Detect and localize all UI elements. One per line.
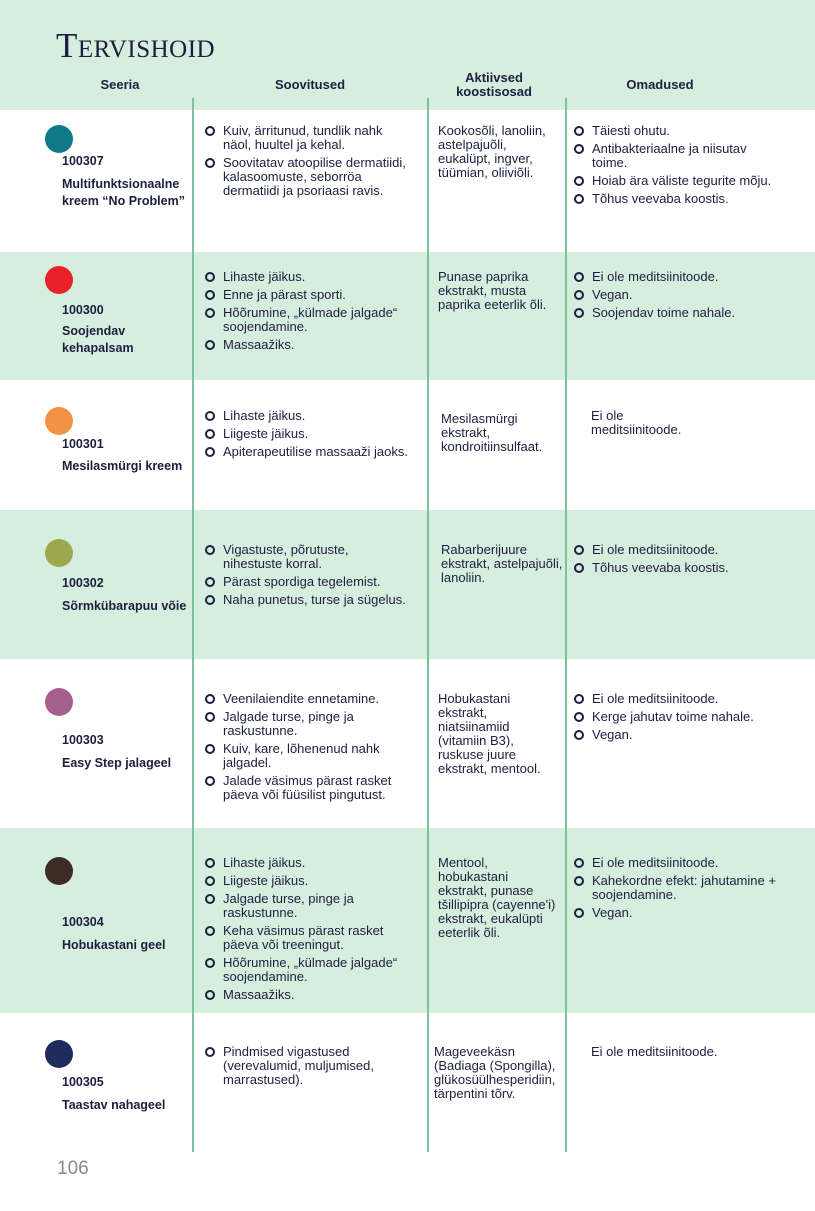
bullet-icon	[205, 158, 215, 168]
list-item-text: Vigastuste, põrutuste, nihestuste korral.	[223, 542, 349, 571]
ingredients-text: Rabarberijuure ekstrakt, astelpajuõli, lanoliin.	[441, 542, 563, 585]
recommendations-list	[203, 409, 408, 463]
column-divider	[565, 98, 567, 1152]
list-item-text: Kerge jahutav toime nahale.	[592, 709, 754, 724]
list-item	[572, 692, 782, 706]
bullet-icon	[574, 545, 584, 555]
list-item	[203, 924, 408, 952]
bullet-icon	[205, 990, 215, 1000]
list-item-text: Enne ja pärast sporti.	[223, 287, 346, 302]
bullet-icon	[574, 858, 584, 868]
list-item	[572, 288, 782, 302]
bullet-icon	[205, 958, 215, 968]
recommendations-list	[203, 856, 408, 1006]
properties-text: Ei ole meditsiinitoode.	[591, 408, 682, 437]
list-item-text: Pärast spordiga tegelemist.	[223, 574, 381, 589]
list-item	[203, 710, 408, 738]
bullet-icon	[205, 1047, 215, 1057]
list-item	[572, 306, 782, 320]
bullet-icon	[205, 694, 215, 704]
list-item-text: Kuiv, kare, lõhenenud nahk jalgadel.	[223, 741, 380, 770]
list-item-text: Lihaste jäikus.	[223, 408, 306, 423]
bullet-icon	[574, 308, 584, 318]
list-item	[572, 174, 782, 188]
list-item	[572, 710, 782, 724]
product-name: Multifunktsionaalne kreem “No Problem”	[62, 177, 185, 208]
list-item-text: Soovitatav atoopilise dermatiidi, kalasoomuste, seborröa dermatiidi ja psoriaasi ravis.	[223, 155, 406, 198]
list-item-text: Tõhus veevaba koostis.	[592, 191, 729, 206]
list-item-text: Kahekordne efekt: jahutamine + soojendamine.	[592, 873, 776, 902]
column-divider	[192, 98, 194, 1152]
product-code: 100300	[62, 303, 104, 317]
list-item-text: Ei ole meditsiinitoode.	[592, 269, 719, 284]
product-row	[0, 659, 815, 828]
bullet-icon	[574, 563, 584, 573]
bullet-icon	[205, 411, 215, 421]
product-row	[0, 380, 815, 510]
series-color-dot	[45, 688, 73, 716]
list-item	[572, 561, 782, 575]
list-item	[203, 306, 408, 334]
list-item	[203, 427, 408, 441]
list-item	[572, 192, 782, 206]
col-header-series: Seeria	[100, 77, 140, 92]
list-item-text: Hõõrumine, „külmade jalgade“ soojendamine.	[223, 305, 398, 334]
recommendations-list	[203, 124, 408, 202]
list-item-text: Ei ole meditsiinitoode.	[592, 542, 719, 557]
product-name: Sõrmkübarapuu võie	[62, 599, 187, 613]
bullet-icon	[205, 126, 215, 136]
list-item	[203, 543, 408, 571]
list-item-text: Jalgade turse, pinge ja raskustunne.	[223, 709, 354, 738]
list-item	[203, 892, 408, 920]
bullet-icon	[205, 272, 215, 282]
ingredients-text: Hobukastani ekstrakt, niatsiinamiid (vitamiin B3), ruskuse juure ekstrakt, mentool.	[438, 691, 541, 776]
product-name: Hobukastani geel	[62, 938, 166, 952]
bullet-icon	[574, 694, 584, 704]
properties-list	[572, 856, 782, 924]
list-item-text: Lihaste jäikus.	[223, 269, 306, 284]
bullet-icon	[205, 308, 215, 318]
ingredients-text: Mesilasmürgi ekstrakt, kondroitiinsulfaat.	[441, 411, 543, 454]
header-band	[0, 0, 815, 110]
list-item	[203, 692, 408, 706]
list-item-text: Tõhus veevaba koostis.	[592, 560, 729, 575]
series-color-dot	[45, 857, 73, 885]
ingredients-text: Punase paprika ekstrakt, musta paprika eeterlik õli.	[438, 269, 547, 312]
product-code: 100303	[62, 733, 104, 747]
list-item	[572, 270, 782, 284]
properties-list	[572, 543, 782, 579]
list-item	[203, 774, 408, 802]
list-item-text: Hoiab ära väliste tegurite mõju.	[592, 173, 772, 188]
product-row	[0, 252, 815, 380]
list-item-text: Liigeste jäikus.	[223, 873, 309, 888]
bullet-icon	[205, 858, 215, 868]
properties-list	[572, 692, 782, 746]
bullet-icon	[205, 290, 215, 300]
product-name: Taastav nahageel	[62, 1098, 166, 1112]
page-title: Tervishoid	[56, 26, 216, 65]
list-item-text: Massaažiks.	[223, 987, 295, 1002]
bullet-icon	[205, 712, 215, 722]
page-number: 106	[57, 1158, 89, 1179]
list-item-text: Lihaste jäikus.	[223, 855, 306, 870]
list-item	[203, 288, 408, 302]
bullet-icon	[205, 776, 215, 786]
bullet-icon	[574, 144, 584, 154]
bullet-icon	[205, 595, 215, 605]
product-row	[0, 510, 815, 659]
ingredients-text: Mentool, hobukastani ekstrakt, punase tšillipipra (cayenne'i) ekstrakt, eukalüpti eeterlik õli.	[438, 855, 556, 940]
recommendations-list	[203, 543, 408, 611]
product-code: 100301	[62, 437, 104, 451]
bullet-icon	[574, 290, 584, 300]
list-item-text: Antibakteriaalne ja niisutav toime.	[592, 141, 747, 170]
list-item	[203, 270, 408, 284]
col-header-properties: Omadused	[626, 77, 694, 92]
properties-list	[572, 124, 782, 210]
list-item-text: Ei ole meditsiinitoode.	[592, 855, 719, 870]
list-item	[572, 124, 782, 138]
recommendations-list	[203, 270, 408, 356]
list-item-text: Ei ole meditsiinitoode.	[592, 691, 719, 706]
bullet-icon	[205, 876, 215, 886]
product-row	[0, 1013, 815, 1152]
product-row	[0, 828, 815, 1013]
bullet-icon	[205, 744, 215, 754]
list-item	[203, 445, 408, 459]
list-item-text: Jalade väsimus pärast rasket päeva või füüsilist pingutust.	[223, 773, 392, 802]
product-code: 100307	[62, 154, 104, 168]
list-item-text: Naha punetus, turse ja sügelus.	[223, 592, 406, 607]
list-item	[203, 956, 408, 984]
list-item	[203, 409, 408, 423]
list-item	[203, 575, 408, 589]
bullet-icon	[205, 545, 215, 555]
bullet-icon	[574, 126, 584, 136]
recommendations-list	[203, 692, 408, 806]
list-item	[203, 988, 408, 1002]
list-item-text: Vegan.	[592, 727, 633, 742]
bullet-icon	[574, 876, 584, 886]
bullet-icon	[205, 894, 215, 904]
bullet-icon	[205, 340, 215, 350]
list-item-text: Kuiv, ärritunud, tundlik nahk näol, huultel ja kehal.	[223, 123, 383, 152]
list-item-text: Massaažiks.	[223, 337, 295, 352]
bullet-icon	[205, 577, 215, 587]
product-code: 100305	[62, 1075, 104, 1089]
bullet-icon	[574, 908, 584, 918]
column-divider	[427, 98, 429, 1152]
properties-list	[572, 270, 782, 324]
product-row	[0, 110, 815, 252]
list-item	[572, 543, 782, 557]
ingredients-text: Kookosõli, lanoliin, astelpajuõli, eukalüpt, ingver, tüümian, oliiviõli.	[438, 123, 546, 180]
series-color-dot	[45, 407, 73, 435]
series-color-dot	[45, 266, 73, 294]
product-name: Soojendav kehapalsam	[62, 324, 134, 355]
list-item	[572, 856, 782, 870]
list-item-text: Vegan.	[592, 905, 633, 920]
list-item-text: Liigeste jäikus.	[223, 426, 309, 441]
recommendations-list	[203, 1045, 408, 1091]
list-item	[572, 728, 782, 742]
bullet-icon	[574, 176, 584, 186]
product-name: Easy Step jalageel	[62, 756, 172, 770]
list-item-text: Jalgade turse, pinge ja raskustunne.	[223, 891, 354, 920]
bullet-icon	[574, 272, 584, 282]
bullet-icon	[574, 730, 584, 740]
list-item	[572, 142, 782, 170]
list-item-text: Hõõrumine, „külmade jalgade“ soojendamine.	[223, 955, 398, 984]
col-header-ingredients: Aktiivsed koostisosad	[456, 70, 532, 99]
list-item	[203, 124, 408, 152]
list-item	[203, 856, 408, 870]
list-item-text: Vegan.	[592, 287, 633, 302]
col-header-recommendations: Soovitused	[274, 77, 346, 92]
list-item	[572, 906, 782, 920]
bullet-icon	[205, 926, 215, 936]
list-item	[203, 156, 408, 198]
list-item	[203, 874, 408, 888]
list-item	[203, 593, 408, 607]
list-item-text: Apiterapeutilise massaaži jaoks.	[223, 444, 408, 459]
series-color-dot	[45, 1040, 73, 1068]
bullet-icon	[205, 429, 215, 439]
list-item	[203, 742, 408, 770]
list-item	[203, 1045, 408, 1087]
bullet-icon	[574, 712, 584, 722]
properties-text: Ei ole meditsiinitoode.	[591, 1044, 718, 1059]
list-item	[572, 874, 782, 902]
list-item-text: Soojendav toime nahale.	[592, 305, 736, 320]
list-item-text: Veenilaiendite ennetamine.	[223, 691, 380, 706]
series-color-dot	[45, 125, 73, 153]
product-name: Mesilasmürgi kreem	[62, 459, 183, 473]
series-color-dot	[45, 539, 73, 567]
ingredients-text: Mageveekäsn (Badiaga (Spongilla), glükosüülhesperidiin, tärpentini tõrv.	[434, 1044, 556, 1101]
product-code: 100302	[62, 576, 104, 590]
list-item	[203, 338, 408, 352]
bullet-icon	[205, 447, 215, 457]
list-item-text: Täiesti ohutu.	[592, 123, 671, 138]
list-item-text: Keha väsimus pärast rasket päeva või treeningut.	[223, 923, 384, 952]
list-item-text: Pindmised vigastused (verevalumid, muljumised, marrastused).	[223, 1044, 374, 1087]
product-code: 100304	[62, 915, 104, 929]
bullet-icon	[574, 194, 584, 204]
